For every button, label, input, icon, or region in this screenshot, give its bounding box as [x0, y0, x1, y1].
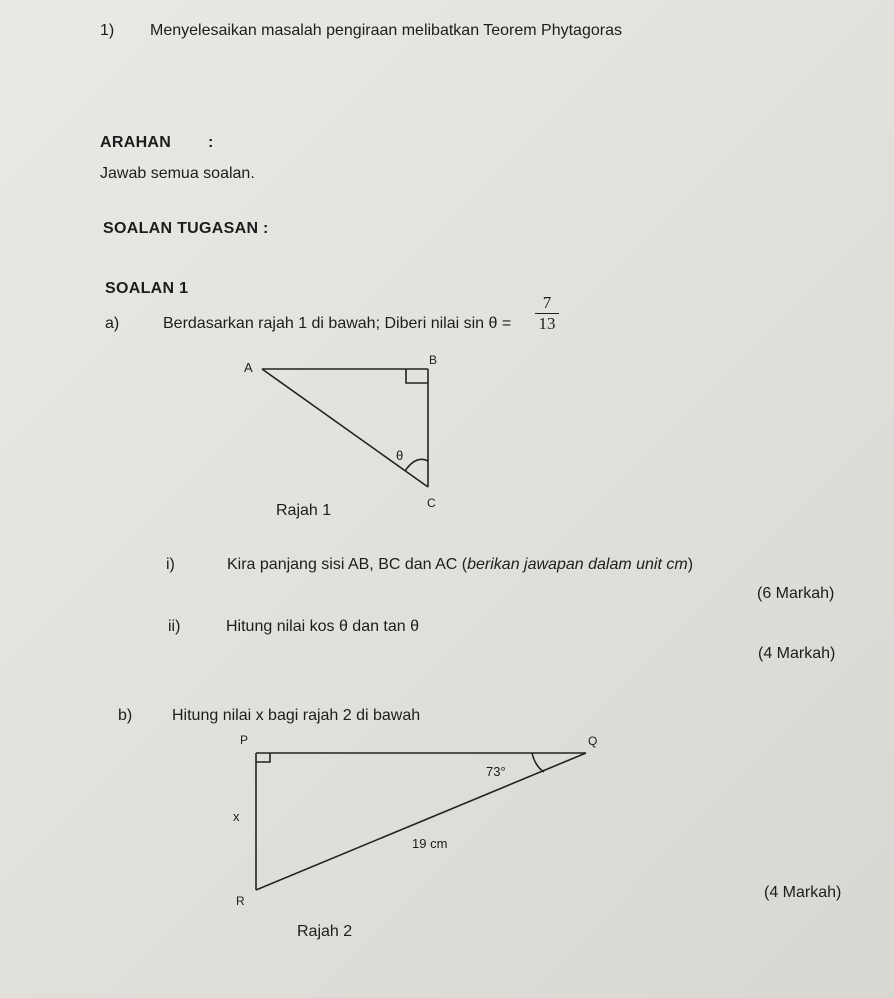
q-i-text [227, 556, 693, 574]
q-ii-marks: (4 Markah) [758, 645, 836, 662]
arahan-text: Jawab semua soalan. [100, 165, 255, 182]
right-angle-marker [406, 369, 428, 383]
right-angle-marker-2 [256, 753, 270, 762]
q-ii-text: Hitung nilai kos θ dan tan θ [226, 618, 420, 635]
hypotenuse-label: 19 cm [412, 836, 448, 851]
vertex-b: B [429, 353, 438, 367]
vertex-p: P [240, 733, 249, 747]
side-x-label: x [233, 809, 240, 824]
q-ii-label: ii) [168, 618, 181, 635]
rajah-1-caption: Rajah 1 [276, 502, 332, 519]
fraction-denominator: 13 [538, 314, 556, 333]
page-title: Menyelesaikan masalah pengiraan melibatkan Teorem Phytagoras [150, 22, 622, 39]
vertex-q: Q [588, 734, 598, 748]
vertex-r: R [236, 894, 245, 908]
angle-label-73: 73° [486, 764, 506, 779]
theta-label: θ [396, 448, 404, 463]
vertex-a: A [244, 360, 253, 375]
rajah-1-triangle [262, 369, 428, 487]
fraction-numerator: 7 [535, 294, 559, 314]
question-number: 1) [100, 22, 115, 39]
side-ac [262, 369, 428, 487]
arahan-label: ARAHAN [100, 134, 172, 151]
angle-arc-73 [532, 753, 544, 772]
side-qr [256, 753, 586, 890]
part-a-label: a) [105, 315, 120, 332]
q-i-marks: (6 Markah) [757, 585, 835, 602]
arahan-colon: : [208, 134, 214, 151]
part-b-marks: (4 Markah) [764, 884, 842, 901]
tugasan-heading: SOALAN TUGASAN : [103, 220, 269, 237]
rajah-2-triangle [256, 753, 586, 890]
q-i-text-close: ) [687, 556, 694, 573]
q-i-label: i) [166, 556, 175, 573]
rajah-2-caption: Rajah 2 [297, 923, 353, 940]
vertex-c: C [427, 496, 436, 510]
theta-arc [405, 459, 428, 471]
q-i-text-main: Kira panjang sisi AB, BC dan AC ( [227, 556, 468, 573]
soalan1-heading: SOALAN 1 [105, 280, 189, 297]
part-b-text: Hitung nilai x bagi rajah 2 di bawah [172, 707, 421, 724]
q-i-text-italic: berikan jawapan dalam unit cm [467, 556, 688, 573]
part-b-label: b) [118, 707, 133, 724]
part-a-text: Berdasarkan rajah 1 di bawah; Diberi nilai sin θ = [163, 315, 512, 332]
